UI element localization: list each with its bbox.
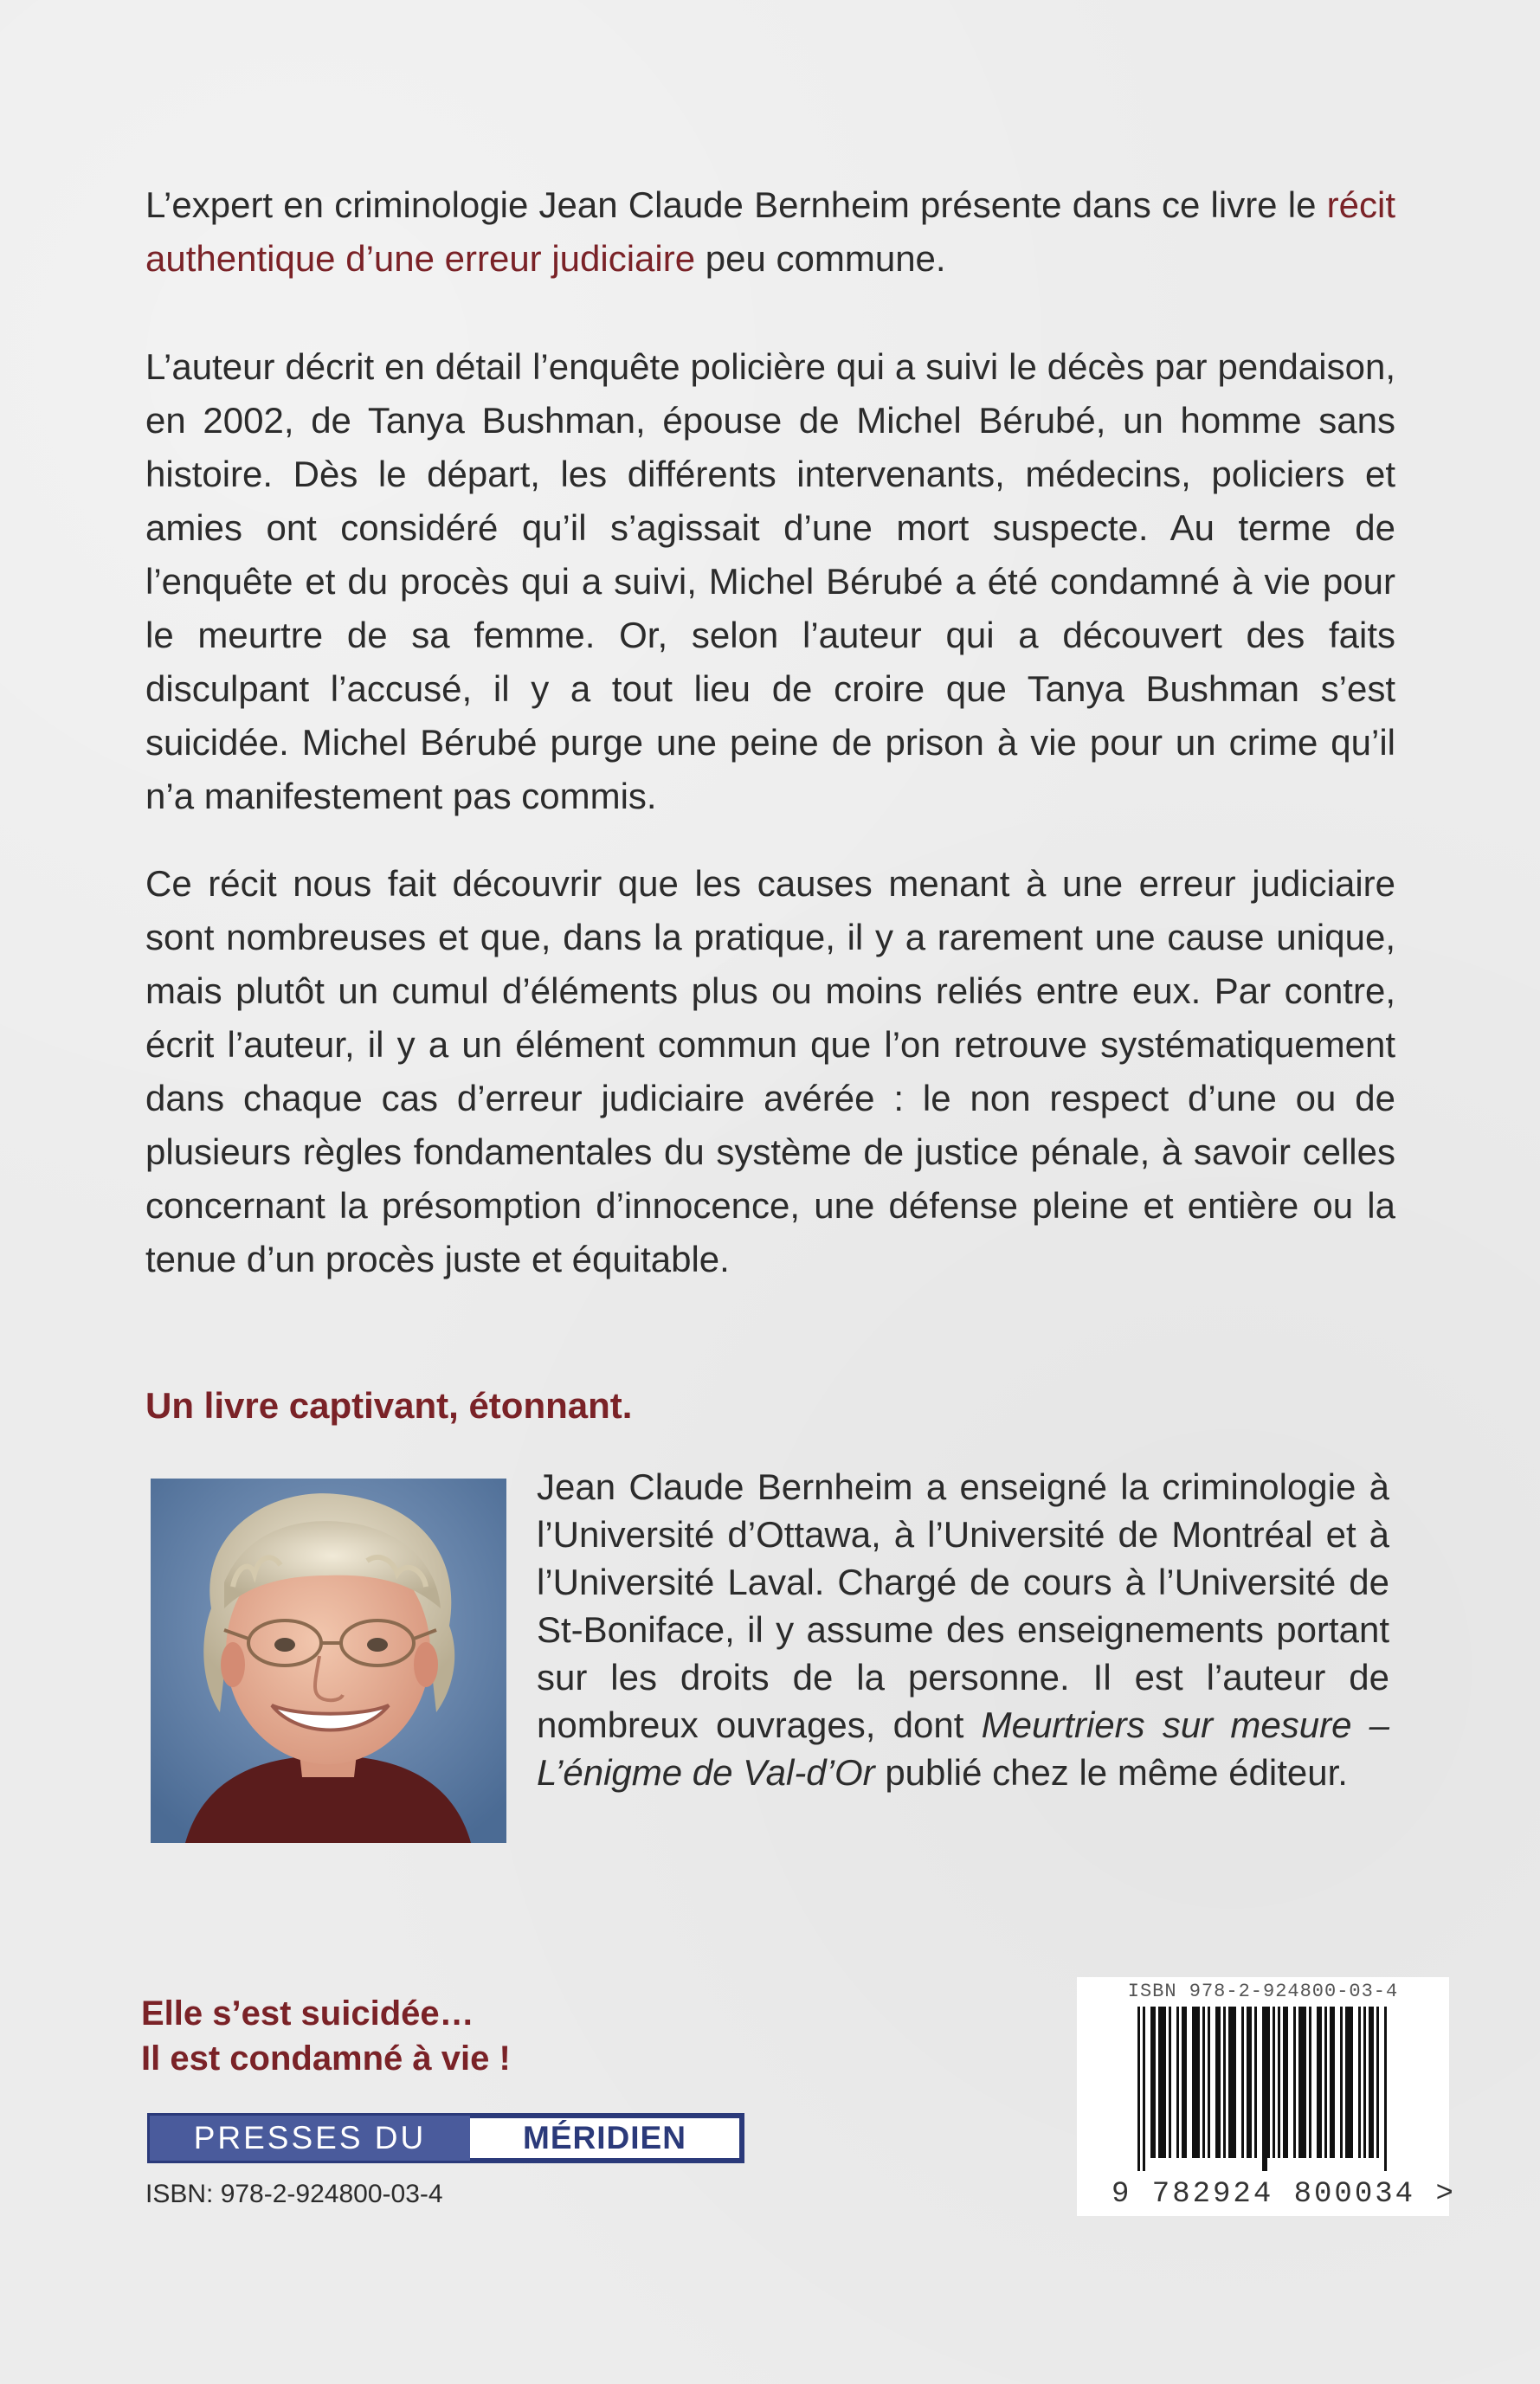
bio-after: publié chez le même éditeur. [874, 1752, 1348, 1793]
barcode-bar [1249, 2007, 1252, 2158]
hook-text [141, 1991, 511, 2081]
barcode-bar [1350, 2007, 1353, 2158]
publisher-logo-part2: MÉRIDIEN [470, 2118, 739, 2158]
author-bio [537, 1463, 1389, 1796]
barcode-bar [1384, 2007, 1387, 2171]
barcode-bar [1195, 2007, 1197, 2158]
barcode-bars [1137, 2007, 1397, 2171]
author-photo [151, 1479, 506, 1843]
barcode-bar [1192, 2007, 1195, 2158]
barcode-bar [1317, 2007, 1319, 2158]
barcode-bar [1324, 2007, 1327, 2158]
barcode-bar [1202, 2007, 1205, 2158]
barcode-bar [1330, 2007, 1332, 2158]
barcode-bar [1293, 2007, 1296, 2158]
barcode-bar [1143, 2007, 1145, 2171]
intro-highlight: récit authentique d’une erreur judiciaire [145, 184, 1395, 279]
hook-line-1: Elle s’est suicidée… [141, 1994, 474, 2033]
barcode-bar [1332, 2007, 1335, 2158]
barcode-bar [1345, 2007, 1348, 2158]
barcode-top-label: ISBN 978-2-924800-03-4 [1127, 1981, 1399, 2002]
barcode-bar [1363, 2007, 1366, 2158]
barcode-bar [1298, 2007, 1301, 2158]
barcode-bar [1369, 2007, 1371, 2158]
barcode-bar [1169, 2007, 1171, 2158]
barcode-bar [1371, 2007, 1374, 2158]
summary-paragraph: L’auteur décrit en détail l’enquête policière qui a suivi le décès par pendaison, en 2002, de Tanya Bushman, épouse de Michel Bérubé, un homme sans histoire. Dès le départ, les différents intervenants, médecins, policiers et amies ont considéré qu’il s’agissait d’une mort suspecte. Au terme de l’enquête et du procès qui a suivi, Michel Bérubé a été condamné à vie pour le meurtre de sa femme. Or, selon l’auteur qui a découvert des faits disculpant l’accusé, il y a tout lieu de croire que Tanya Bushman s’est suicidée. Michel Bérubé purge une peine de prison à vie pour un crime qu’il n’a manifestement pas commis. [145, 346, 1395, 816]
barcode-bar [1254, 2007, 1257, 2158]
barcode-bar [1158, 2007, 1161, 2158]
bio-text: Jean Claude Bernheim a enseigné la criminologie à l’Université d’Ottawa, à l’Université de Montréal et à l’Université Laval. Chargé de cours à l’Université de St-Boniface, il y assume des enseignements portant sur les droits de la personne. Il est l’auteur de nombreux ouvrages, dont [537, 1466, 1389, 1745]
barcode-bar [1228, 2007, 1231, 2158]
barcode-bar [1265, 2007, 1267, 2171]
barcode-bar [1184, 2007, 1187, 2158]
tagline: Un livre captivant, étonnant. [145, 1385, 633, 1426]
barcode-bar [1215, 2007, 1218, 2158]
barcode-bar [1150, 2007, 1153, 2158]
barcode-digits: 9 782924 800034 > [1112, 2178, 1456, 2211]
barcode-bar [1273, 2007, 1275, 2158]
barcode-bar [1301, 2007, 1304, 2158]
publisher-logo-part1: PRESSES DU [150, 2116, 470, 2161]
intro-after: peu commune. [695, 238, 946, 279]
barcode-bar [1153, 2007, 1156, 2158]
barcode-bar [1348, 2007, 1350, 2158]
barcode-bar [1163, 2007, 1166, 2158]
barcode-bar [1231, 2007, 1234, 2158]
barcode-bar [1376, 2007, 1379, 2158]
barcode-bar [1358, 2007, 1361, 2158]
bio-book-title: Meurtriers sur mesure – L’énigme de Val-d’Or [537, 1704, 1389, 1793]
barcode-bar [1161, 2007, 1163, 2158]
barcode-bar [1137, 2007, 1140, 2171]
barcode-bar [1267, 2007, 1270, 2158]
barcode-bar [1197, 2007, 1200, 2158]
barcode-bar [1241, 2007, 1244, 2158]
analysis-paragraph: Ce récit nous fait découvrir que les causes menant à une erreur judiciaire sont nombreuses et que, dans la pratique, il y a rarement une cause unique, mais plutôt un cumul d’éléments plus ou moins reliés entre eux. Par contre, écrit l’auteur, il y a un élément commun que l’on retrouve systématiquement dans chaque cas d’erreur judiciaire avérée : le non respect d’une ou de plusieurs règles fondamentales du système de justice pénale, à savoir celles concernant la présomption d’innocence, une défense pleine et entière ou la tenue d’un procès juste et équitable. [145, 863, 1395, 1279]
barcode-bar [1278, 2007, 1280, 2158]
barcode-bar [1319, 2007, 1322, 2158]
barcode-bar [1182, 2007, 1184, 2158]
barcode-bar [1223, 2007, 1226, 2158]
barcode-bar [1208, 2007, 1210, 2158]
barcode-bar [1309, 2007, 1311, 2158]
barcode-bar [1304, 2007, 1306, 2158]
barcode [1077, 1977, 1456, 2216]
barcode-bar [1285, 2007, 1288, 2158]
barcode-bar [1234, 2007, 1236, 2158]
intro-paragraph [145, 178, 1395, 286]
barcode-bar [1247, 2007, 1249, 2158]
barcode-bar [1262, 2007, 1265, 2171]
barcode-bar [1218, 2007, 1221, 2158]
barcode-bar [1176, 2007, 1179, 2158]
barcode-bar [1283, 2007, 1285, 2158]
hook-line-2: Il est condamné à vie ! [141, 2039, 511, 2078]
intro-before: L’expert en criminologie Jean Claude Bernheim présente dans ce livre le [145, 184, 1327, 225]
barcode-bar [1340, 2007, 1343, 2158]
isbn-text: ISBN: 978-2-924800-03-4 [145, 2180, 443, 2208]
publisher-logo [147, 2113, 744, 2163]
